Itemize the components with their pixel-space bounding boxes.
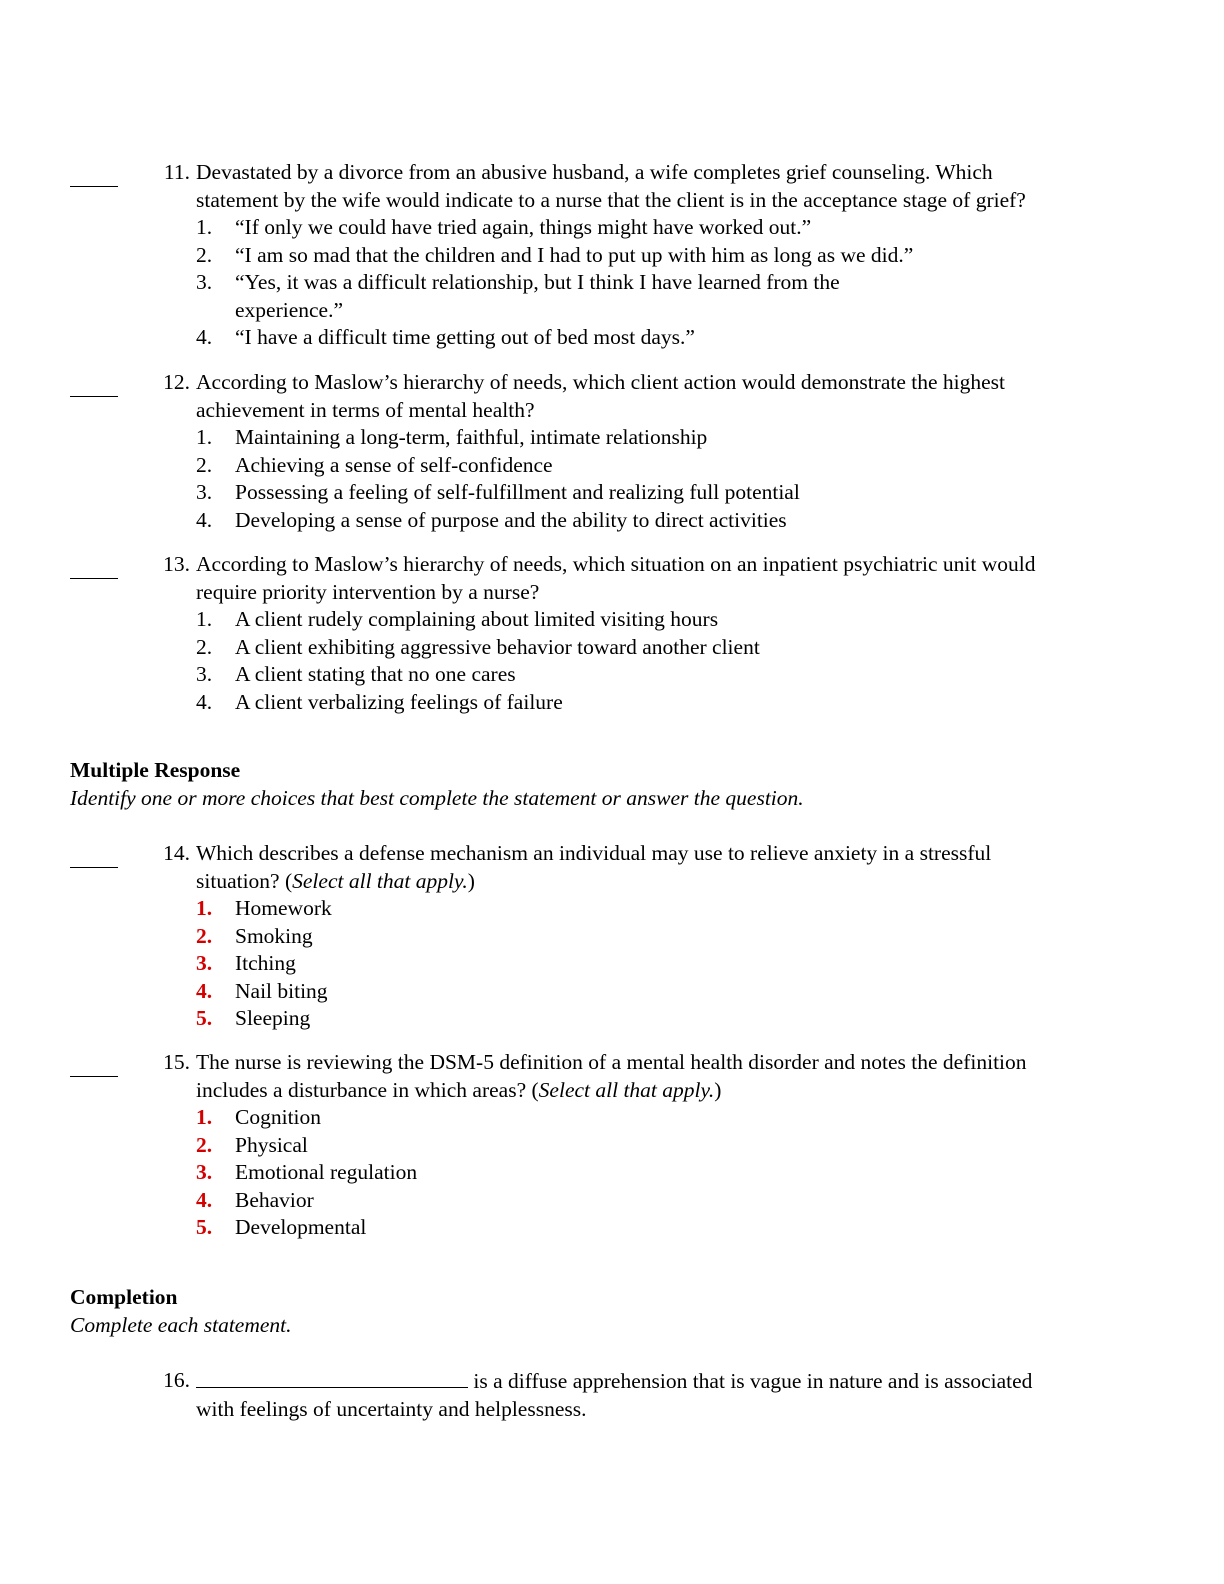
answer-option[interactable] <box>196 452 1146 480</box>
question-stem-line: achievement in terms of mental health? <box>196 397 535 422</box>
option-number: 2. <box>196 452 213 477</box>
answer-blank[interactable] <box>70 159 118 187</box>
option-number: 3. <box>196 270 213 294</box>
select-all-note: Select all that apply. <box>538 1077 715 1102</box>
completion-section <box>70 1284 1150 1339</box>
stem-text: situation? ( <box>196 868 293 893</box>
question-stem-line: According to Maslow’s hierarchy of needs, which situation on an inpatient psychiatric unit would <box>196 552 1036 576</box>
option-text: A client stating that no one cares <box>235 662 516 686</box>
option-number: 1. <box>196 896 213 920</box>
section-title: Completion <box>70 1285 178 1309</box>
answer-option[interactable] <box>196 634 1146 662</box>
option-number: 2. <box>196 242 213 267</box>
answer-option[interactable] <box>196 1214 1146 1242</box>
option-text: experience.” <box>235 297 344 322</box>
stem-text: is a diffuse apprehension that is vague in nature and is associated <box>468 1369 1033 1393</box>
option-number: 5. <box>196 1006 213 1030</box>
option-text: Emotional regulation <box>235 1160 418 1184</box>
option-text: “I have a difficult time getting out of bed most days.” <box>235 325 695 349</box>
option-text: Possessing a feeling of self-fulfillment and realizing full potential <box>235 480 800 504</box>
option-text: “I am so mad that the children and I had to put up with him as long as we did.” <box>235 242 914 267</box>
multiple-response-section <box>70 757 1150 812</box>
option-text: A client verbalizing feelings of failure <box>235 689 563 714</box>
question-body <box>196 1049 1146 1242</box>
answer-option[interactable] <box>196 661 1146 689</box>
question-stem-line: The nurse is reviewing the DSM-5 definition of a mental health disorder and notes the definition <box>196 1050 1027 1074</box>
section-title: Multiple Response <box>70 758 241 782</box>
option-number: 2. <box>196 923 213 948</box>
option-number: 3. <box>196 1160 213 1184</box>
question-body <box>196 1367 1146 1423</box>
answer-blank[interactable] <box>70 840 118 868</box>
question-stem-line <box>196 1077 1146 1105</box>
option-text: Itching <box>235 951 296 975</box>
question-number: 15. <box>163 1050 190 1074</box>
answer-option[interactable] <box>196 1005 1146 1033</box>
option-text: Maintaining a long-term, faithful, intimate relationship <box>235 425 708 449</box>
question-number: 14. <box>163 841 190 865</box>
option-number: 1. <box>196 1105 213 1129</box>
answer-option[interactable] <box>196 1159 1146 1187</box>
answer-option[interactable] <box>196 269 1146 324</box>
question-body <box>196 159 1146 352</box>
question-stem-line: Which describes a defense mechanism an individual may use to relieve anxiety in a stressful <box>196 841 992 865</box>
option-number: 2. <box>196 634 213 659</box>
option-number: 4. <box>196 689 213 714</box>
option-text: Achieving a sense of self-confidence <box>235 452 553 477</box>
answer-option[interactable] <box>196 950 1146 978</box>
option-number: 4. <box>196 978 213 1003</box>
option-text: “Yes, it was a difficult relationship, but I think I have learned from the <box>235 270 840 294</box>
stem-text: ) <box>467 868 475 893</box>
answer-option[interactable] <box>196 895 1146 923</box>
option-text: Nail biting <box>235 978 328 1003</box>
option-number: 3. <box>196 480 213 504</box>
option-text: Homework <box>235 896 332 920</box>
answer-option[interactable] <box>196 923 1146 951</box>
question-stem-line: require priority intervention by a nurse? <box>196 579 540 604</box>
option-number: 1. <box>196 607 213 631</box>
answer-option[interactable] <box>196 214 1146 242</box>
option-number: 3. <box>196 951 213 975</box>
option-number: 2. <box>196 1132 213 1157</box>
question-body <box>196 551 1146 716</box>
option-text: Behavior <box>235 1187 314 1212</box>
question-number: 12. <box>163 370 190 394</box>
question-stem-line: According to Maslow’s hierarchy of needs, which client action would demonstrate the highest <box>196 370 1006 394</box>
option-number: 4. <box>196 507 213 532</box>
fill-in-blank[interactable] <box>196 1367 468 1388</box>
answer-blank[interactable] <box>70 369 118 397</box>
answer-option[interactable] <box>196 507 1146 535</box>
option-text: A client rudely complaining about limited visiting hours <box>235 607 719 631</box>
section-instruction: Identify one or more choices that best complete the statement or answer the question. <box>70 785 804 810</box>
option-text: Sleeping <box>235 1006 311 1030</box>
option-number: 1. <box>196 425 213 449</box>
option-number: 4. <box>196 325 213 349</box>
option-text: Physical <box>235 1132 308 1157</box>
option-text: A client exhibiting aggressive behavior toward another client <box>235 634 760 659</box>
option-number: 1. <box>196 215 213 239</box>
question-number: 16. <box>163 1368 190 1392</box>
option-number: 5. <box>196 1215 213 1239</box>
answer-option[interactable] <box>196 479 1146 507</box>
option-text: Cognition <box>235 1105 322 1129</box>
option-text: Smoking <box>235 923 313 948</box>
question-stem-line: statement by the wife would indicate to a nurse that the client is in the acceptance stage of grief? <box>196 187 1026 212</box>
answer-option[interactable] <box>196 1104 1146 1132</box>
question-stem-line <box>196 1367 1146 1396</box>
select-all-note: Select all that apply. <box>292 868 468 893</box>
answer-option[interactable] <box>196 242 1146 270</box>
question-body <box>196 369 1146 534</box>
answer-option[interactable] <box>196 1187 1146 1215</box>
option-number: 4. <box>196 1187 213 1212</box>
answer-option[interactable] <box>196 424 1146 452</box>
answer-option[interactable] <box>196 324 1146 352</box>
stem-text: ) <box>714 1077 722 1102</box>
answer-blank[interactable] <box>70 551 118 579</box>
section-instruction: Complete each statement. <box>70 1312 292 1337</box>
question-stem-line: Devastated by a divorce from an abusive husband, a wife completes grief counseling. Which <box>196 160 993 184</box>
question-body <box>196 840 1146 1033</box>
answer-option[interactable] <box>196 689 1146 717</box>
option-text: Developmental <box>235 1215 367 1239</box>
question-number: 11. <box>163 160 190 184</box>
option-text: Developing a sense of purpose and the ability to direct activities <box>235 507 787 532</box>
answer-option[interactable] <box>196 1132 1146 1160</box>
question-number: 13. <box>163 552 190 576</box>
answer-option[interactable] <box>196 606 1146 634</box>
option-number: 3. <box>196 662 213 686</box>
stem-text: includes a disturbance in which areas? ( <box>196 1077 539 1102</box>
question-stem-line: with feelings of uncertainty and helplessness. <box>196 1396 587 1421</box>
option-text: “If only we could have tried again, things might have worked out.” <box>235 215 812 239</box>
question-stem-line <box>196 868 1146 896</box>
answer-blank[interactable] <box>70 1049 118 1077</box>
answer-option[interactable] <box>196 978 1146 1006</box>
